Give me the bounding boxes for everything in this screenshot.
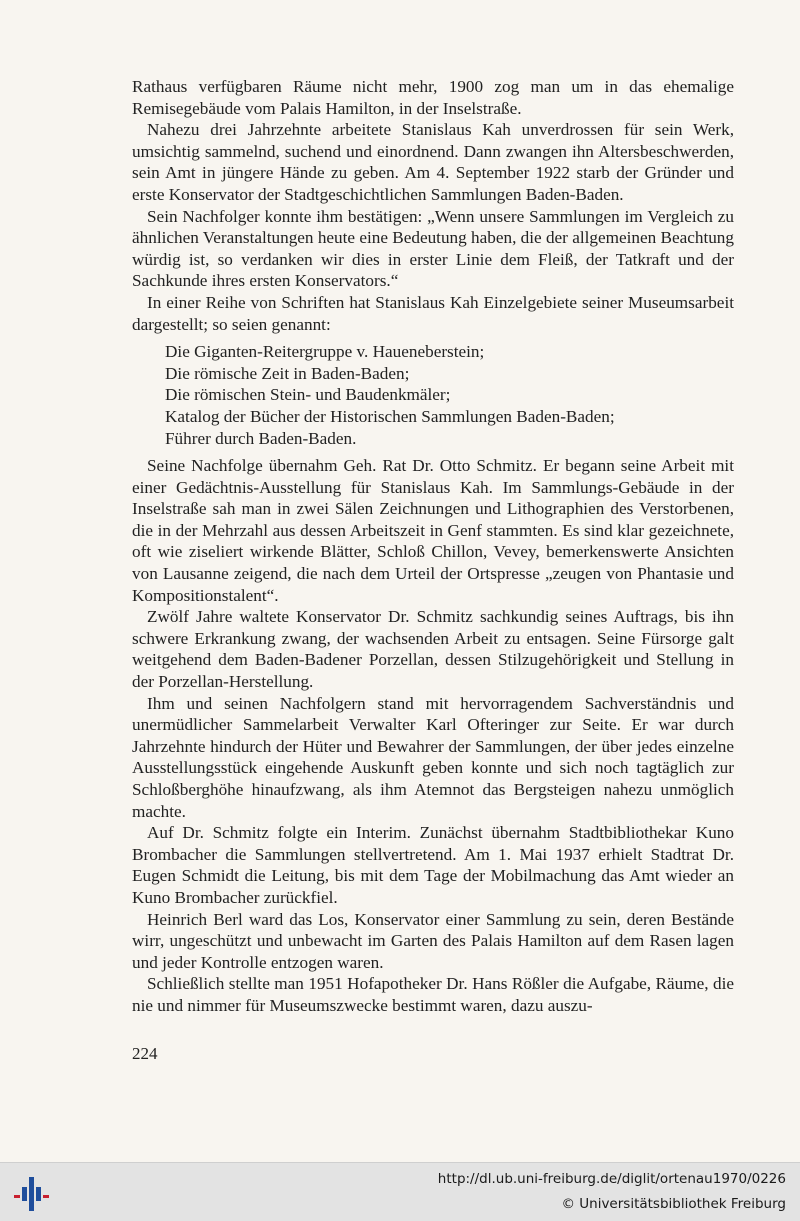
paragraph: Schließlich stellte man 1951 Hofapotheker Dr. Hans Rößler die Aufgabe, Räume, die nie und nimmer für Museumszwecke bestimmt waren, dazu auszu-: [132, 974, 734, 1015]
viewer-footer: [0, 1162, 800, 1221]
paragraph: Nahezu drei Jahrzehnte arbeitete Stanislaus Kah unverdrossen für sein Werk, umsichtig sammelnd, suchend und einordnend. Dann zwangen ihn Altersbeschwerden, sein Amt in jüngere Hände zu geben. Am 4. September 1922 starb der Gründer und erste Konservator der Stadtgeschichtlichen Sammlungen Baden-Baden.: [132, 120, 734, 204]
paragraph: In einer Reihe von Schriften hat Stanislaus Kah Einzelgebiete seiner Museumsarbeit dargestellt; so seien genannt:: [132, 292, 734, 334]
ub-freiburg-logo-icon: [12, 1171, 52, 1215]
paragraph: Zwölf Jahre waltete Konservator Dr. Schmitz sachkundig seines Auftrags, bis ihn schwere Erkrankung zwang, der wachsenden Arbeit zu entsagen. Seine Fürsorge galt weitgehend dem Baden-Badener Porzellan, dessen Stilzugehörigkeit und Stellung in der Porzellan-Herstellung.: [132, 607, 734, 692]
paragraph: Seine Nachfolge übernahm Geh. Rat Dr. Otto Schmitz. Er begann seine Arbeit mit einer Gedächtnis-Ausstellung für Stanislaus Kah. Im Sammlungs-Gebäude in der Inselstraße sah man in zwei Sälen Zeichnungen und Lithographien des Verstorbenen, die in der Mehrzahl aus dessen Arbeitszeit in Genf stammten. Es sind klar gezeichnete, oft wie ziseliert wirkende Blätter, Schloß Chillon, Vevey, bemerkenswerte Ansichten von Lausanne zeigend, die nach dem Urteil der Ortspresse „zeugen von Phantasie und Kompositionstalent“.: [132, 456, 734, 605]
list-item: Führer durch Baden-Baden.: [165, 428, 357, 448]
page-number: 224: [132, 1044, 158, 1063]
paragraph: Rathaus verfügbaren Räume nicht mehr, 1900 zog man um in das ehemalige Remisegebäude vom Palais Hamilton, in der Inselstraße.: [132, 77, 734, 118]
paragraph: Auf Dr. Schmitz folgte ein Interim. Zunächst übernahm Stadtbibliothekar Kuno Brombacher die Sammlungen stellvertretend. Am 1. Mai 1937 erhielt Stadtrat Dr. Eugen Schmidt die Leitung, bis mit dem Tage der Mobilmachung das Amt wieder an Kuno Brombacher zurückfiel.: [132, 823, 734, 907]
publication-list: [165, 341, 734, 449]
paragraph: Ihm und seinen Nachfolgern stand mit hervorragendem Sachverständnis und unermüdlicher Sammelarbeit Verwalter Karl Ofteringer zur Seite. Er war durch Jahrzehnte hindurch der Hüter und Bewahrer der Sammlungen, der über jedes einzelne Ausstellungsstück eingehende Auskunft geben konnte und sich noch tagtäglich zur Schloßberghöhe hinaufzwang, als ihm Atemnot das Bergsteigen nahezu unmöglich machte.: [132, 693, 734, 821]
paragraph: Sein Nachfolger konnte ihm bestätigen: „Wenn unsere Sammlungen im Vergleich zu ähnlichen Veranstaltungen heute eine Bedeutung haben, die der allgemeinen Beachtung würdig ist, so verdanken wir dies in erster Linie dem Fleiß, der Tatkraft und der Sachkunde ihres ersten Konservators.“: [132, 206, 734, 291]
list-item: Katalog der Bücher der Historischen Sammlungen Baden-Baden;: [165, 406, 615, 426]
list-item: Die römischen Stein- und Baudenkmäler;: [165, 385, 451, 405]
copyright-text: © Universitätsbibliothek Freiburg: [561, 1196, 786, 1212]
paragraph: Heinrich Berl ward das Los, Konservator einer Sammlung zu sein, deren Bestände wirr, ungeschützt und unbewacht im Garten des Palais Hamilton auf dem Rasen lagen und jeder Kontrolle entzogen waren.: [132, 909, 734, 972]
list-item: Die römische Zeit in Baden-Baden;: [165, 363, 410, 383]
body-text: [132, 76, 734, 1017]
list-item: Die Giganten-Reitergruppe v. Haueneberstein;: [165, 342, 485, 362]
source-url-link[interactable]: http://dl.ub.uni-freiburg.de/diglit/ortenau1970/0226: [437, 1171, 786, 1187]
